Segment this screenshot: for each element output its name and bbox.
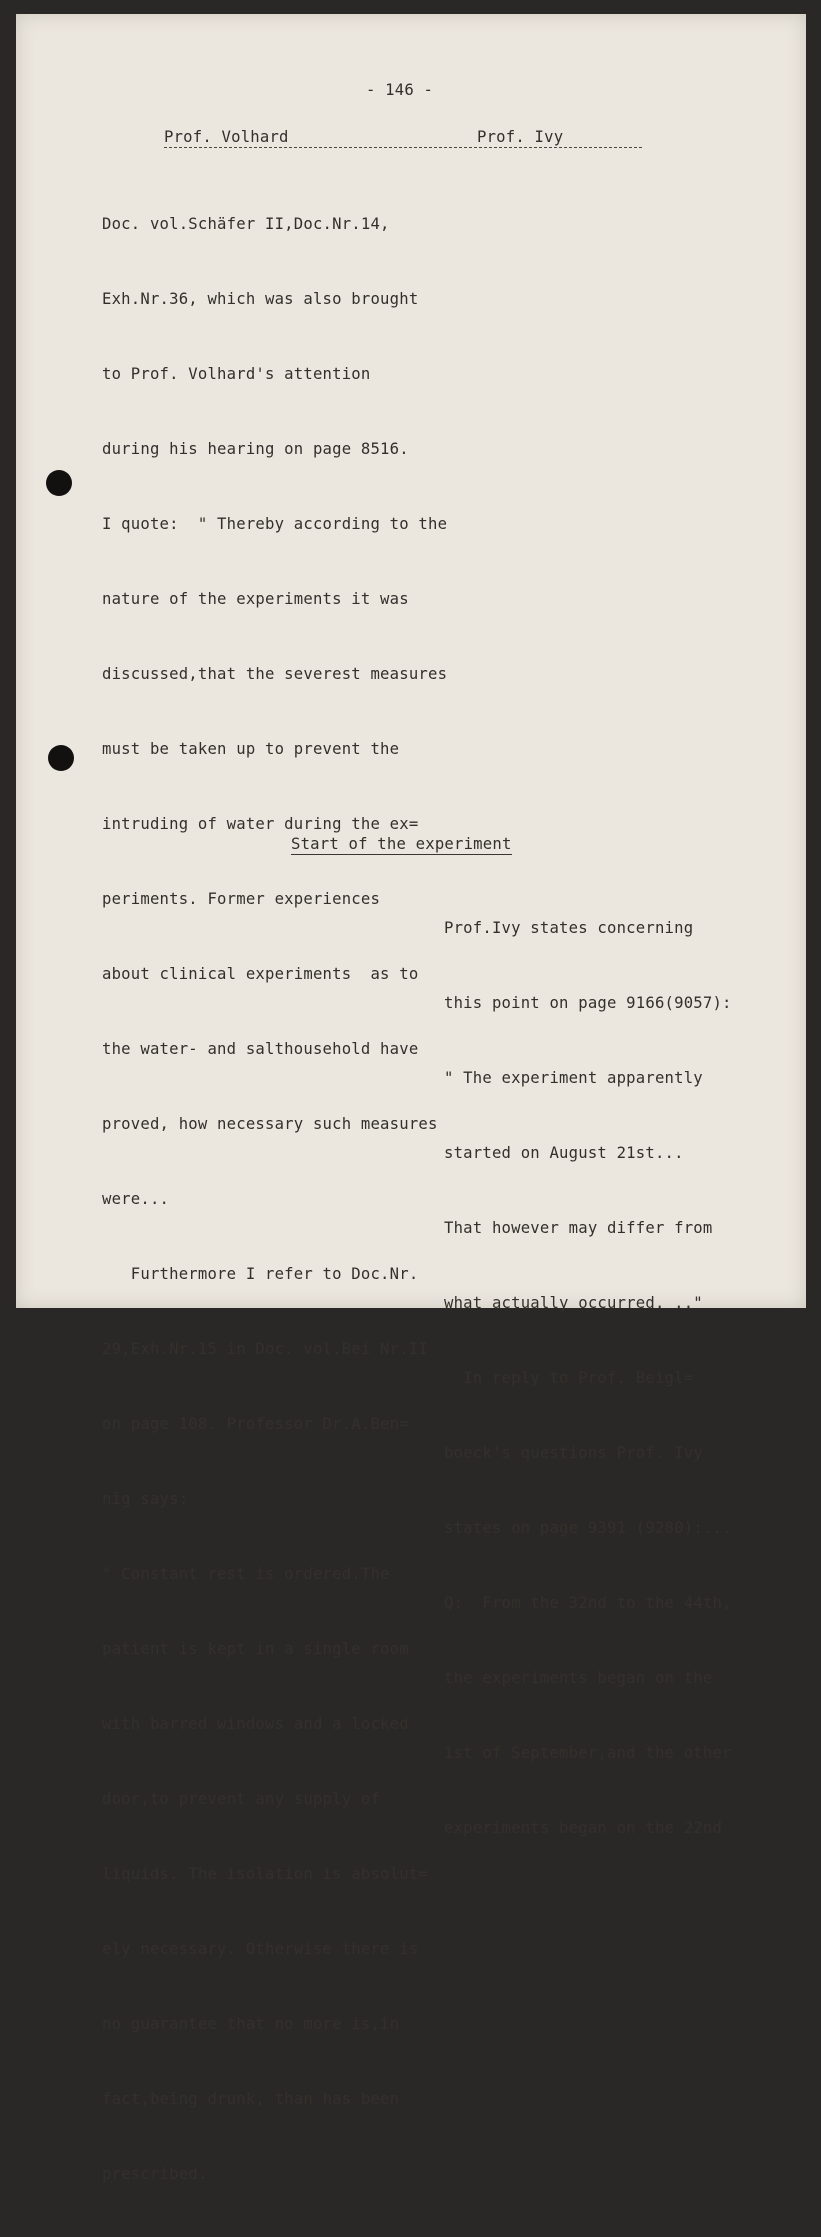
text-line: proved, how necessary such measures (102, 1115, 438, 1133)
text-line: the experiments began on the (444, 1669, 713, 1687)
text-line: nature of the experiments it was (102, 590, 409, 608)
text-line: Furthermore I refer to Doc.Nr. (102, 1265, 419, 1283)
text-line: 29,Exh.Nr.15 in Doc. vol.Bei Nr.II (102, 1340, 428, 1358)
section-heading: Start of the experiment (291, 835, 512, 853)
text-line: what actually occurred. .." (444, 1294, 703, 1312)
text-line: started on August 21st... (444, 1144, 684, 1162)
text-line: during his hearing on page 8516. (102, 440, 409, 458)
text-line: about clinical experiments as to (102, 965, 419, 983)
text-line: periments. Former experiences (102, 890, 381, 908)
text-line: Prof.Ivy states concerning (444, 919, 694, 937)
text-line: to Prof. Volhard's attention (102, 365, 371, 383)
text-line: door,to prevent any supply of (102, 1790, 381, 1808)
header-right-name: Prof. Ivy (477, 128, 564, 146)
text-line: patient is kept in a single room (102, 1640, 409, 1658)
text-line: boeck's questions Prof. Ivy (444, 1444, 703, 1462)
header-underline (164, 147, 642, 148)
text-line: fact,being drunk, than has been (102, 2090, 400, 2108)
text-line: That however may differ from (444, 1219, 713, 1237)
punch-hole-top (46, 470, 72, 496)
text-line: with barred windows and a locked (102, 1715, 409, 1733)
text-line: Q: From the 32nd to the 44th, (444, 1594, 732, 1612)
text-line: intruding of water during the ex= (102, 815, 419, 833)
text-line: ely necessary. Otherwise there is (102, 1940, 419, 1958)
text-line: prescribed. (102, 2165, 208, 2183)
text-line: Exh.Nr.36, which was also brought (102, 290, 419, 308)
text-line: nig says: (102, 1490, 189, 1508)
text-line: the water- and salthousehold have (102, 1040, 419, 1058)
text-line: experiments began on the 22nd (444, 1819, 723, 1837)
text-line: I quote: " Thereby according to the (102, 515, 448, 533)
text-line: liquids. The isolation is absolut= (102, 1865, 428, 1883)
right-column-text (444, 866, 732, 1891)
text-line: states on page 9391 (9280):... (444, 1519, 732, 1537)
left-column-text (102, 162, 447, 2237)
text-line: 1st of September,and the other (444, 1744, 732, 1762)
text-line: " The experiment apparently (444, 1069, 703, 1087)
text-line: discussed,that the severest measures (102, 665, 448, 683)
text-line: must be taken up to prevent the (102, 740, 400, 758)
text-line: " Constant rest is ordered.The (102, 1565, 390, 1583)
header-left-name: Prof. Volhard (164, 128, 289, 146)
text-line: no guarantee that no more is,in (102, 2015, 400, 2033)
page-number: - 146 - (366, 81, 434, 99)
text-line: Doc. vol.Schäfer II,Doc.Nr.14, (102, 215, 390, 233)
document-page (16, 14, 806, 2183)
text-line: In reply to Prof. Beigl= (444, 1369, 694, 1387)
text-line: this point on page 9166(9057): (444, 994, 732, 1012)
punch-hole-bottom (48, 745, 74, 771)
text-line: were... (102, 1190, 170, 1208)
text-line: on page 108. Professor Dr.A.Ben= (102, 1415, 409, 1433)
